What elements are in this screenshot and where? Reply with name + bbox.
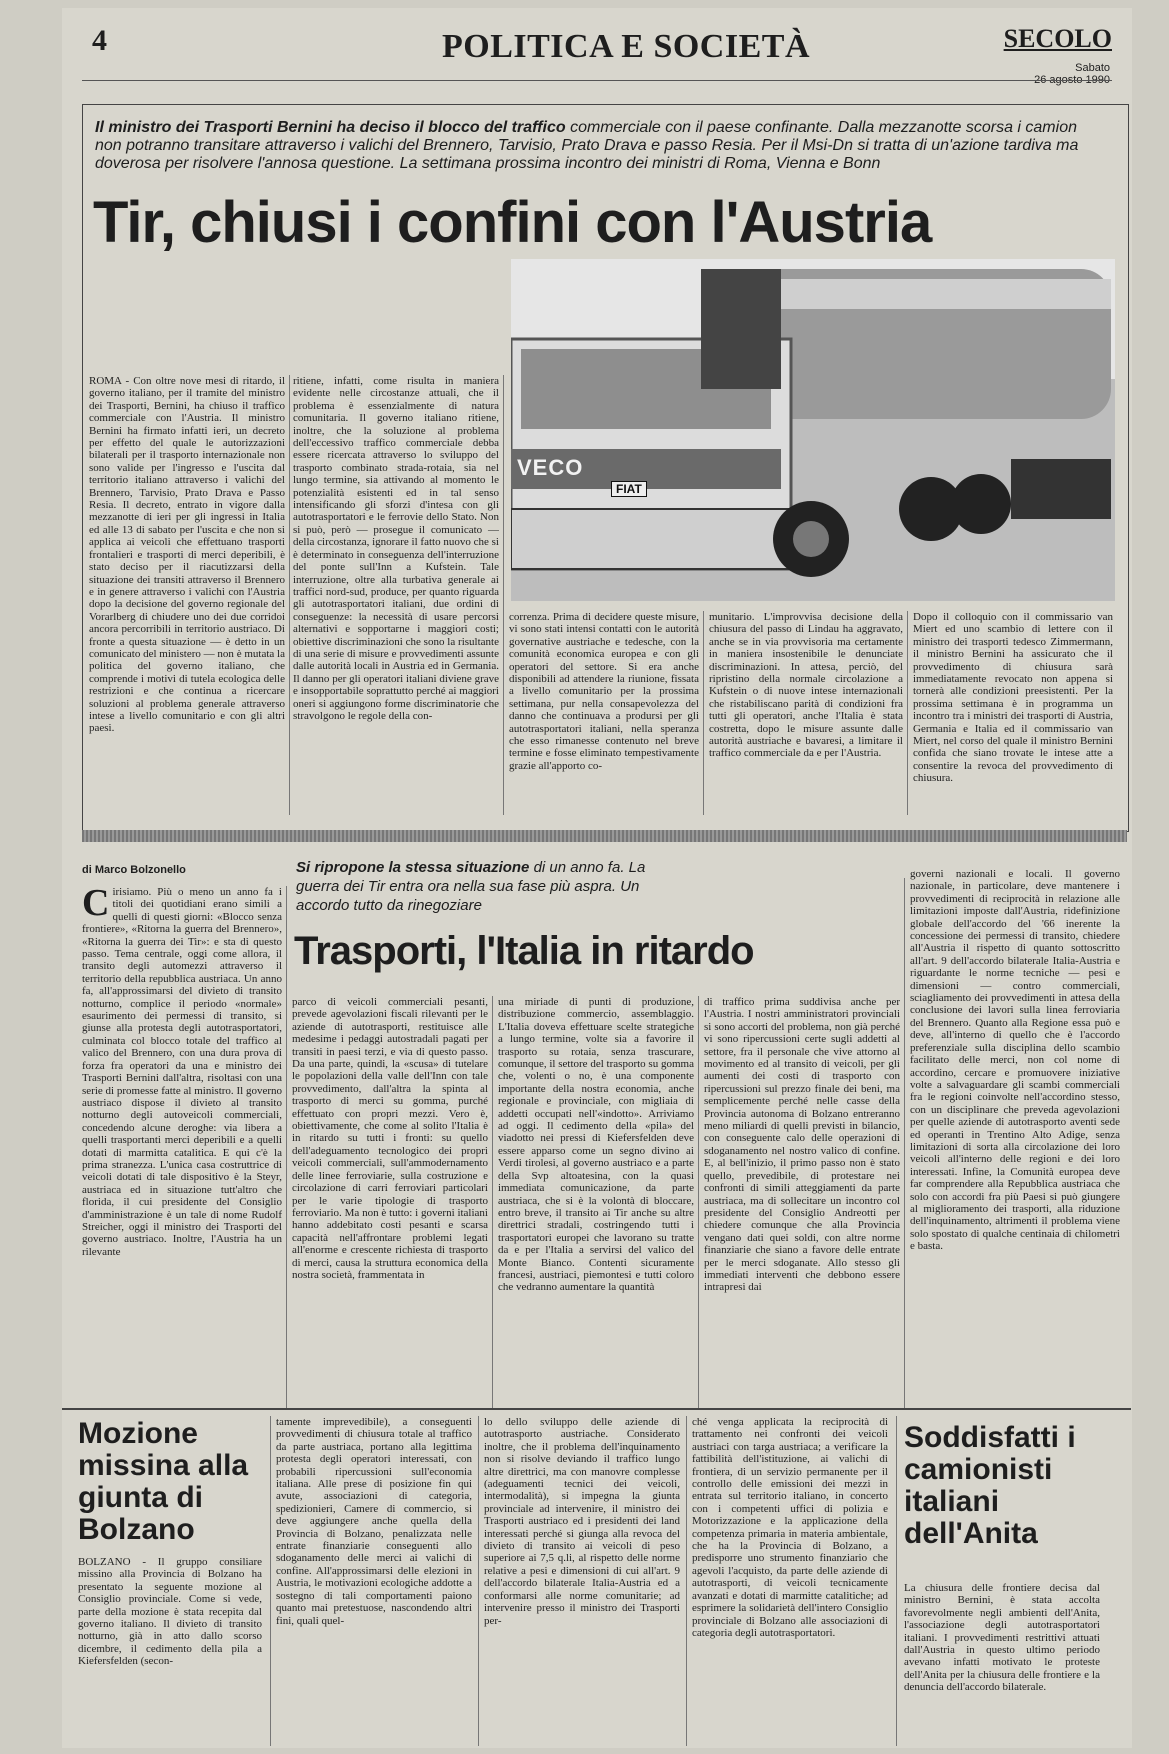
article-tir-col1: ROMA - Con oltre nove mesi di ritardo, il governo italiano, per il tramite del ministro dei Trasporti, Bernini, ha chiuso il traffico commerciale con l'Austria. Il ministro Bernini ha firmato infatti ieri, un decreto per effetto del quale le autorizzazioni bilaterali per il trasporto internazionale non sono valide per l'ingresso e l'uscita dal territorio italiano attraverso i valichi del Brennero, Tarvisio, Prato Drava e Passo Resia. Il decreto, entrato in vigore dalla mezzanotte di ieri per gli ingressi in Italia ed alle 13 di sabato per l'uscita e che non si applica ai veicoli che effettuano trasporti frontalieri e trasporti di merci deperibili, è stato deciso per il riacutizzarsi della situazione dei transiti attraverso il Brennero e in genere attraverso i valichi con l'Austria dopo la decisione del governo regionale del Vorarlberg di chiudere uno dei due corridoi ancora percorribili in territorio austriaco. Di fronte a questa situazione — è detto in un comunicato del ministero — non è mutata la politica del governo italiano, che comprende i motivi di tutela ecologica delle restrizioni e che continua a ricercare soluzioni al problema generale attraverso intese a livello comunitario e con gli altri paesi. (89, 375, 285, 735)
kicker-rest: di un anno fa. La guerra dei Tir entra ora nella sua fase più aspra. Un accordo tutto da rinegoziare (296, 859, 646, 914)
article-mozione-headline: Mozione missina alla giunta di Bolzano (78, 1417, 249, 1546)
column-rule (904, 878, 905, 1408)
photo-label-fiat: FIAT (611, 481, 647, 497)
article-mozione-col4: ché venga applicata la reciprocità di trattamento nei confronti dei veicoli austriaci con targa austriaca; a verificare la fattibilità dell'istituzione, ai valichi di frontiera, di un servizio permanente per il controllo delle emissioni dei mezzi in entrata sul territorio italiano, in concerto con i competenti uffici di polizia e Motorizzazione e la applicazione della competenza primaria in materia ambientale, che ha la Provincia di Bolzano, a predisporre uno strumento finanziario che agevoli l'acquisto, da parte delle aziende di autotrasporti, di veicoli tecnicamente avanzati e dotati di marmitte catalitiche; ad esprimere la solidarietà dell'intero Consiglio provinciale di Bolzano alle associazioni di categoria degli autotrasportatori. (692, 1416, 888, 1639)
article-tir-col4: munitario. L'improvvisa decisione della chiusura del passo di Lindau ha aggravato, anche se in via provvisoria ma certamente in maniera insostenibile le denunciate discriminazioni. In attesa, perciò, del ripristino della normale circolazione a Kufstein o di nuove intese internazionali che ristabiliscano parità di condizioni fra tutti gli operatori, anche l'Italia è stata costretta, dopo le misure assunte dalle autorità austriache e bavaresi, a limitare il traffico commerciale da e per l'Austria. (709, 611, 903, 760)
article-trasporti-col1: irisiamo. Più o meno un anno fa i titoli dei quotidiani erano simili a quelli di questi giorni: «Blocco senza frontiere», «Ritorna la guerra del Brennero», «Ritorna la guerra dei Tir»: e sta di questo passo. Tema centrale, oggi come allora, il transito degli automezzi attraverso il territorio della repubblica austriaca. Un anno fa, all'approssimarsi del divieto di transito notturno, complice il periodo «normale» esaurimento dei permessi di transito, si giunse alla protesta degli autotrasportatori, culminata col blocco totale del traffico al valico del Brennero, con una dura prova di forza fra operatori da una e ministro dei Trasporti Bernini dall'altra, risoltasi con una serie di promesse fatte al ministro. Il governo austriaco dispose il divieto al transito notturno degli autoveicoli commerciali, concedendo alcune deroghe: via libera a quelli trasportanti merci deperibili e a quelli dotati di marmitta catalitica. E qui c'è la prima stranezza. L'unica casa costruttrice di veicoli dotati di tale dispositivo è la Steyr, austriaca ed in situazione tutt'altro che florida, il cui presidente del Consiglio d'amministrazione è un tale di nome Rudolf Streicher, oggi il ministro dei Trasporti del governo austriaco. Inoltre, l'Austria ha un rilevante (82, 886, 282, 1258)
column-rule (503, 375, 504, 815)
newspaper-page (62, 8, 1132, 1748)
column-rule (286, 886, 287, 1408)
page-number: 4 (92, 24, 107, 57)
column-rule (907, 611, 908, 815)
column-rule (478, 1416, 479, 1746)
dropcap: C (82, 886, 110, 924)
kicker-bold: Si ripropone la stessa situazione (296, 859, 530, 876)
article-trasporti-headline: Trasporti, l'Italia in ritardo (294, 929, 754, 973)
column-rule (492, 996, 493, 1408)
newspaper-logo: SECOLO (1003, 24, 1112, 53)
header-rule (82, 80, 1112, 81)
article-mozione-col1: BOLZANO - Il gruppo consiliare missino alla Provincia di Bolzano ha presentato la seguente mozione al Consiglio provinciale. Come si vede, parte della mozione è stata recepita dal governo italiano. Il divieto di transito notturno, già in atto dallo scorso dicembre, il cedimento della pila a Kiefersfelden (secon- (78, 1556, 262, 1668)
article-trasporti-kicker (296, 858, 656, 915)
kicker-bold: Il ministro dei Trasporti Bernini ha deciso il blocco del traffico (95, 119, 566, 136)
dateline-date: 26 agosto 1990 (1034, 74, 1110, 86)
article-mozione-col2: tamente imprevedibile), a conseguenti provvedimenti di chiusura totale al traffico da parte austriaca, portano alla legittima protesta degli operatori interessati, con probabili ripercussioni sull'economia italiana. Alle prese di posizione fin qui avute, associazioni di categoria, spedizionieri, Camere di commercio, si deve aggiungere anche quella della Provincia di Bolzano, penalizzata nelle entrate finanziarie conseguenti allo sdoganamento delle merci ai valichi di confine. All'approssimarsi delle elezioni in Austria, le motivazioni ecologiche addotte a sostegno di tali comportamenti paiono quanto mai pretestuose, nascondendo altri fini, quali quel- (276, 1416, 472, 1627)
article-tir-col3: correnza. Prima di decidere queste misure, vi sono stati intensi contatti con le autorità governative austriache e tedesche, con la comunità economica europea e con gli operatori del settore. Si era anche disponibili ad attendere la riunione, fissata a livello comunitario per la prossima settimana, pur nella consapevolezza del danno che continuava a prodursi per gli autotrasportatori italiani, nella speranza che esso rimanesse contenuto nel breve termine e fosse eliminato tempestivamente grazie all'apporto co- (509, 611, 699, 772)
truck-photo (511, 259, 1115, 601)
bottom-articles (62, 1408, 1131, 1750)
article-anita-headline: Soddisfatti i camionisti italiani dell'Anita (904, 1421, 1076, 1550)
photo-label-veco: VECO (517, 455, 584, 480)
article-tir-headline: Tir, chiusi i confini con l'Austria (93, 190, 932, 255)
dateline-day: Sabato (1075, 62, 1110, 74)
column-rule (703, 611, 704, 815)
article-trasporti-col3: una miriade di punti di produzione, distribuzione commercio, assemblaggio. L'Italia doveva effettuare scelte strategiche a lungo termine, volte sia a favorire il trasporto su rotaia, senza trascurare, comunque, il settore del trasporto su gomma che, volenti o no, è una componente importante della nostra economia, anche regionale e provinciale, con migliaia di addetti occupati nell'«indotto». Arriviamo ad oggi. Il cedimento della «pila» del viadotto nei pressi di Kiefersfelden deve essere apparso come un segno divino ai Verdi tirolesi, al governo austriaco e a parte della Svp altoatesina, con la quasi immediata comunicazione, da parte austriaca, che si è la volontà di bloccare, entro breve, il transito ai Tir anche su altre direttrici stradali, costringendo tutti i trasportatori europei che lavorano su tratte da e per l'Italia a servirsi del valico del Monte Bianco. Contenti sicuramente francesi, austriaci, piemontesi e tutti coloro che vedranno aumentare la quantità (498, 996, 694, 1294)
column-rule (289, 375, 290, 815)
separator-band (82, 830, 1127, 842)
article-trasporti-box (82, 848, 1127, 1408)
article-tir-kicker (95, 119, 1105, 173)
section-title: POLITICA E SOCIETÀ (442, 28, 810, 65)
article-tir-col2: ritiene, infatti, come risulta in maniera evidente nelle circostanze attuali, che il problema è essenzialmente di natura comunitaria. Il governo italiano ritiene, inoltre, che la soluzione al problema dell'eccessivo traffico commerciale debba essere ricercata attraverso lo sviluppo del trasporto combinato strada-rotaia, sia nel lungo termine, sia attivando al momento le potenzialità esistenti ed in tal senso intensificando gli sforzi d'intesa con gli autotrasportatori e le ferrovie dello Stato. Non si può, però — prosegue il comunicato — della circostanza, ignorare il fatto nuovo che si è determinato in conseguenza dell'interruzione del ponte sull'Inn a Kufstein. Tale interruzione, oltre alla turbativa generale ai traffici nord-sud, produce, per quanto riguarda gli autotrasportatori italiani, due ordini di conseguenze: la necessità di usare percorsi alternativi e sopportarne i maggiori costi; obiettive discriminazioni che sono la risultante di una serie di misure e provvedimenti assunte dalle autorità locali in Austria ed in Germania. Il danno per gli operatori italiani diviene grave e insopportabile soprattutto perché ai maggiori oneri si aggiungono forme discriminatorie che stravolgono le regole della con- (293, 375, 499, 722)
column-rule (270, 1416, 271, 1746)
article-tir-box (82, 104, 1129, 832)
column-rule (686, 1416, 687, 1746)
article-trasporti-byline: di Marco Bolzonello (82, 864, 186, 876)
article-anita-col1: La chiusura delle frontiere decisa dal ministro Bernini, è stata accolta favorevolmente negli ambienti dell'Anita, l'associazione degli autotrasportatori italiani. I provvedimenti restrittivi attuati dall'Austria in questo ultimo periodo avevano infatti motivato le proteste dell'Anita per la chiusura delle frontiere e la denuncia dell'accordo bilaterale. (904, 1582, 1100, 1694)
article-mozione-col3: lo dello sviluppo delle aziende di autotrasporto austriache. Considerato inoltre, che il problema dell'inquinamento non si risolve deviando il traffico lungo altre direttrici, ma con manovre complesse (adeguamenti tecnici dei veicoli, intermodalità), si impegna la giunta provinciale ad intervenire, il ministro dei Trasporti austriaco ed i presidenti dei land interessati perché si giunga alla revoca del divieto di transito ai veicoli di peso superiore ai 7,5 q.li, al rispetto delle norme relative a pesi e dimensioni di cui all'art. 9 dell'accordo bilaterale Italia-Austria ed a conformarsi alle norme comunitarie; ad intervenire presso il ministro dei Trasporti per- (484, 1416, 680, 1627)
article-trasporti-col4: di traffico prima suddivisa anche per l'Austria. I nostri amministratori provinciali si sono accorti del problema, non già perché vi sono ripercussioni certe sugli addetti al settore, fra il personale che vive attorno al movimento ed al transito di veicoli, per gli aumenti dei costi di trasporto con ripercussioni sul prezzo finale dei beni, ma semplicemente perché nelle casse della Provincia autonoma di Bolzano entreranno meno miliardi di quelli previsti in bilancio, con conseguente calo delle operazioni di sdoganamento nel nostro valico di confine. E, al bell'inizio, il primo passo non è stato quello, prevedibile, di protestare nei confronti di simili atteggiamenti da parte austriaca, ma di sollecitare un incontro col presidente del Consiglio Andreotti per chiedere comunque che alla Provincia vengano dati quei soldi, con altre norme finanziarie che siano a favore delle entrate per le merci sdoganate. Allo stesso gli immediati interventi che debbono essere intrapresi dai (704, 996, 900, 1294)
dateline (1034, 62, 1110, 86)
kicker-rest: commerciale con il paese confinante. Dalla mezzanotte scorsa i camion non potranno transitare attraverso i valichi del Brennero, Tarvisio, Prato Drava e passo Resia. Per il Msi-Dn si tratta di un'azione tardiva ma doverosa per risolvere l'annosa questione. La settimana prossima incontro dei ministri di Roma, Vienna e Bonn (95, 119, 1079, 172)
column-rule (896, 1416, 897, 1746)
article-tir-col5: Dopo il colloquio con il commissario van Miert ed uno scambio di lettere con il ministro dei trasporti tedesco Zimmermann, il ministro Bernini ha assicurato che il provvedimento di chiusura sarà immediatamente revocato non appena si tornerà alle condizioni preesistenti. Per la prossima settimana è in programma un incontro tra i ministri dei trasporti di Austria, Germania e Italia ed il commissario van Miert, nel corso del quale il ministro Bernini confida che siano trovate le intese atte a consentire la revoca del provvedimento di chiusura. (913, 611, 1113, 785)
article-trasporti-col1-wrap (82, 886, 282, 1408)
truck-illustration (511, 259, 1115, 601)
article-trasporti-col5: governi nazionali e locali. Il governo nazionale, in particolare, deve mantenere i provvedimenti di reciprocità in relazione alle limitazioni imposte dall'Austria, ridefinizione globale dell'accordo del '66 inerente la concessione dei permessi di transito, chiedere all'Austria il rispetto di quanto sottoscritto all'art. 9 dell'accordo bilaterale Italia-Austria e riguardante le norme tecniche — pesi e dimensioni — contro commerciali, sciagliamento dei provvedimenti in attesa della conclusione dei lavori sulla linea ferroviaria del Brennero. Quanto alla Regione essa può e deve, all'interno di quello che è l'accordo preferenziale sulla disciplina dello scambio facilitato delle merci, non col nome di accordino, cercare e promuovere iniziative volte a salvaguardare gli scambi commerciali fra le regioni coinvolte nell'accordino stesso, con un disciplinare che preveda agevolazioni per quelle aziende di autotrasporto aventi sede ed operanti in Trentino Alto Adige, senza limitazioni di sorta alla circolazione dei loro veicoli all'interno delle regioni e dei loro interessati. Infine, la Comunità europea deve far comprendere alla Repubblica austriaca che solo con accordi fra più Paesi si può giungere al miglioramento dei trasporti, alla riduzione dell'inquinamento, altrimenti il problema viene solo spostato di qualche centinaia di chilometri e basta. (910, 868, 1120, 1253)
article-trasporti-col2: parco di veicoli commerciali pesanti, prevede agevolazioni fiscali rilevanti per le aziende di autotrasporti, restituisce alle medesime i pedaggi autostradali pagati per transiti in paesi terzi, e via di questo passo. Da una parte, quindi, la «scusa» di tutelare le popolazioni della valle dell'Inn con tale provvedimento, dall'altra la spinta al trasporto di merci su gomma, purché effettuato con propri mezzi. Vero è, obiettivamente, che come al solito l'Italia è in ritardo su tutti i fronti: su quello dell'adeguamento tecnologico dei propri veicoli commerciali, sull'ammodernamento delle linee ferroviarie, sulla costruzione e circolazione di carri ferroviari particolari per le varie tipologie di trasporto ferroviario. Ma non è tutto: i governi italiani hanno addebitato costi pesanti e scarsa capacità nell'affrontare problemi legati all'enorme e crescente richiesta di trasporto di merci, causa la struttura economica della nostra società, frammentata in (292, 996, 488, 1281)
column-rule (698, 996, 699, 1408)
